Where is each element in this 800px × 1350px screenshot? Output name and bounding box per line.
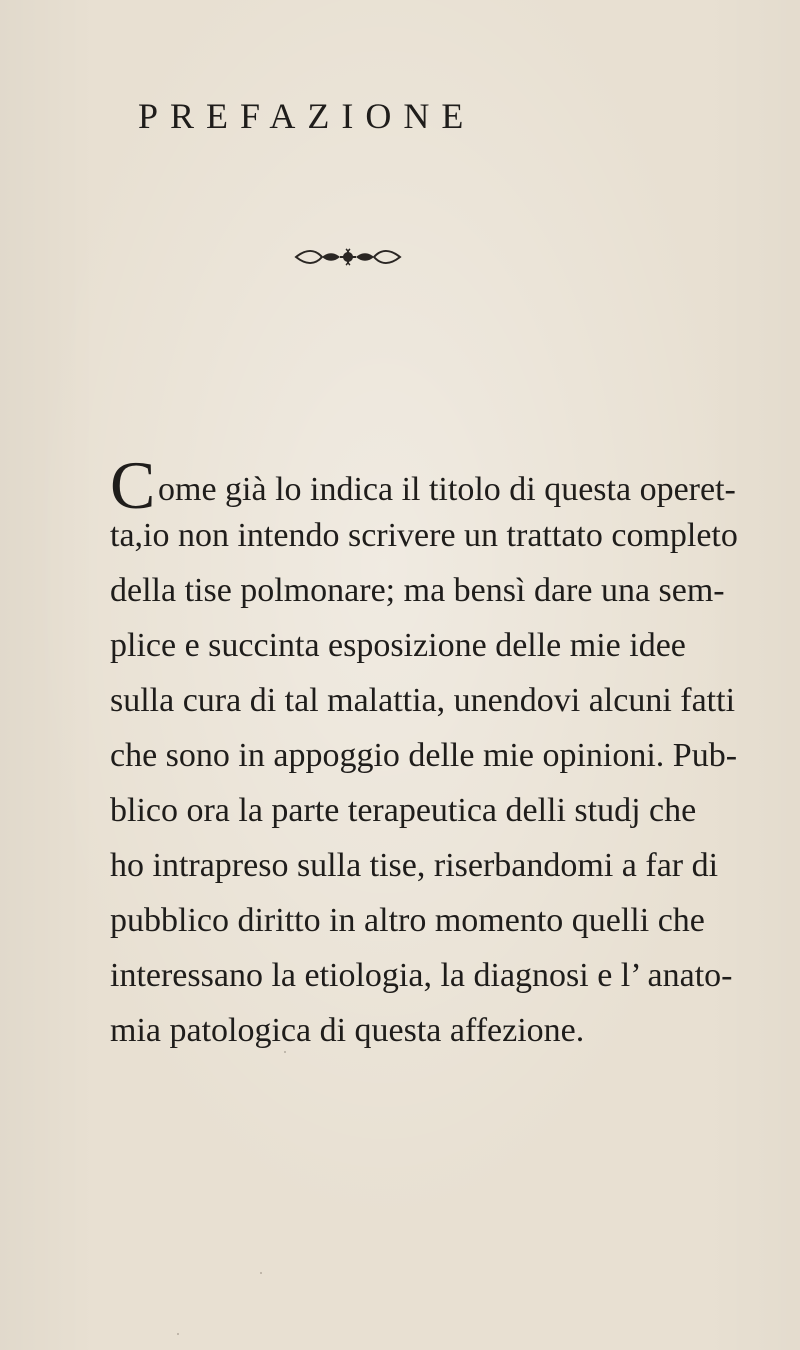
paragraph-line: sulla cura di tal malattia, unendovi alcuni fatti: [110, 682, 736, 719]
paragraph-line: ome già lo indica il titolo di questa operet-: [158, 471, 736, 508]
ornamental-divider-icon: [292, 245, 404, 269]
paragraph-line: ho intrapreso sulla tise, riserbandomi a far di: [110, 847, 719, 884]
paragraph-line: blico ora la parte terapeutica delli studj che: [110, 792, 697, 829]
paragraph-line: che sono in appoggio delle mie opinioni. Pub-: [110, 737, 738, 774]
page-title: PREFAZIONE: [138, 96, 476, 136]
drop-cap: C: [110, 447, 156, 523]
paragraph-line: della tise polmonare; ma bensì dare una sem-: [110, 572, 725, 609]
paragraph-line: ta,io non intendo scrivere un trattato completo: [110, 517, 738, 554]
paper-speck: [284, 1051, 286, 1053]
paragraph-line: interessano la etiologia, la diagnosi e l’ anato-: [110, 957, 733, 994]
paper-speck: [177, 1333, 179, 1335]
paper-speck: [260, 1272, 262, 1274]
paragraph-line: plice e succinta esposizione delle mie idee: [110, 627, 686, 664]
paragraph-line: mia patologica di questa affezione.: [110, 1012, 585, 1049]
paragraph-line: pubblico diritto in altro momento quelli che: [110, 902, 705, 939]
